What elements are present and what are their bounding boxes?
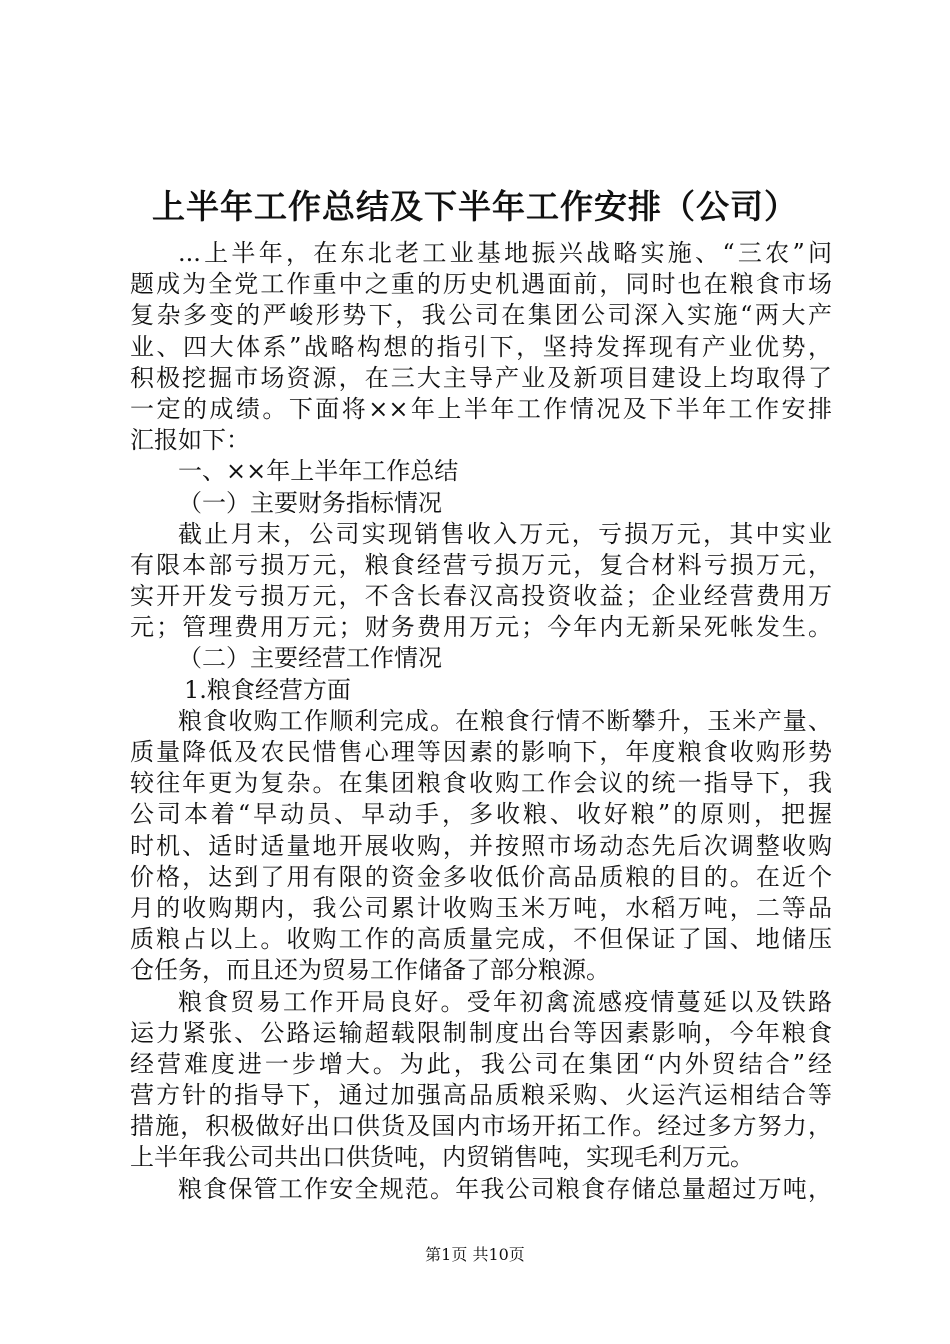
paragraph-line: 质粮占以上。收购工作的高质量完成，不但保证了国、地储压 [130, 925, 832, 954]
paragraph-line: 截止月末，公司实现销售收入万元，亏损万元，其中实业 [178, 519, 832, 548]
paragraph-line: 价格，达到了用有限的资金多收低价高品质粮的目的。在近个 [130, 862, 832, 891]
document-title: 上半年工作总结及下半年工作安排（公司） [152, 187, 798, 226]
paragraph-line: 粮食收购工作顺利完成。在粮食行情不断攀升，玉米产量、 [178, 706, 832, 735]
subsection-heading: （二）主要经营工作情况 [178, 644, 442, 673]
subsection-heading: （一）主要财务指标情况 [178, 488, 442, 517]
paragraph-line: 粮食保管工作安全规范。年我公司粮食存储总量超过万吨， [178, 1174, 832, 1203]
paragraph-line: 业、四大体系”战略构想的指引下，坚持发挥现有产业优势， [130, 332, 832, 361]
paragraph-line: 经营难度进一步增大。为此，我公司在集团“内外贸结合”经 [130, 1049, 832, 1078]
paragraph-line: 上半年我公司共出口供货吨，内贸销售吨，实现毛利万元。 [130, 1143, 754, 1172]
paragraph-line: 月的收购期内，我公司累计收购玉米万吨，水稻万吨，二等品 [130, 893, 832, 922]
paragraph-line: 措施，积极做好出口供货及国内市场开拓工作。经过多方努力， [130, 1112, 832, 1141]
item-heading: 1.粮食经营方面 [184, 675, 351, 704]
paragraph-line: 公司本着“早动员、早动手，多收粮、收好粮”的原则，把握 [130, 800, 832, 829]
paragraph-line: 有限本部亏损万元，粮食经营亏损万元，复合材料亏损万元， [130, 550, 832, 579]
document-body [130, 238, 832, 1205]
paragraph-line: ...上半年，在东北老工业基地振兴战略实施、“三农”问 [178, 239, 832, 267]
paragraph-line: 营方针的指导下，通过加强高品质粮采购、火运汽运相结合等 [130, 1081, 832, 1110]
paragraph-line: 元；管理费用万元；财务费用万元；今年内无新呆死帐发生。 [130, 613, 832, 642]
paragraph-line: 粮食贸易工作开局良好。受年初禽流感疫情蔓延以及铁路 [178, 987, 832, 1016]
paragraph-line: 仓任务，而且还为贸易工作储备了部分粮源。 [130, 956, 610, 985]
paragraph-line: 题成为全党工作重中之重的历史机遇面前，同时也在粮食市场 [130, 270, 832, 299]
paragraph-line: 较往年更为复杂。在集团粮食收购工作会议的统一指导下，我 [130, 769, 832, 798]
paragraph-line: 汇报如下： [130, 426, 250, 455]
section-heading: 一、××年上半年工作总结 [178, 457, 459, 486]
paragraph-line: 复杂多变的严峻形势下，我公司在集团公司深入实施“两大产 [130, 301, 832, 330]
paragraph-line: 运力紧张、公路运输超载限制制度出台等因素影响，今年粮食 [130, 1018, 832, 1047]
paragraph-line: 时机、适时适量地开展收购，并按照市场动态先后次调整收购 [130, 831, 832, 860]
paragraph-line: 质量降低及农民惜售心理等因素的影响下，年度粮食收购形势 [130, 738, 832, 766]
paragraph-line: 积极挖掘市场资源，在三大主导产业及新项目建设上均取得了 [130, 363, 832, 392]
paragraph-line: 一定的成绩。下面将××年上半年工作情况及下半年工作安排 [130, 394, 832, 423]
paragraph-line: 实开开发亏损万元，不含长春汉高投资收益；企业经营费用万 [130, 582, 832, 611]
page-footer: 第1页 共10页 [425, 1245, 525, 1264]
